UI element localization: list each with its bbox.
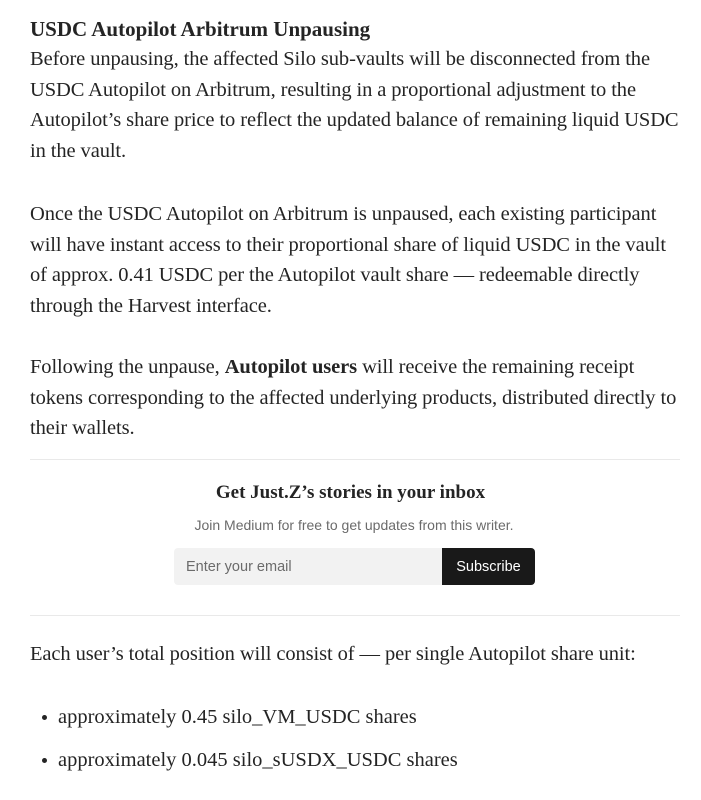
list-item [30, 745, 458, 788]
position-list [30, 702, 458, 788]
list-item-text: approximately 0.45 silo_VM_USDC shares [58, 706, 417, 728]
bullet-dot-icon [42, 758, 47, 763]
paragraph-rest-text: will receive the remaining receipt tokens corresponding to the affected underlying products, distributed directly to their wallets. [30, 356, 677, 439]
list-item [30, 702, 458, 745]
subscribe-title: Get Just.Z’s stories in your inbox [215, 482, 486, 503]
email-input[interactable] [174, 548, 442, 585]
paragraph-lead-text: Following the unpause, [30, 356, 225, 378]
list-item-text: approximately 0.045 silo_sUSDX_USDC shares [58, 749, 458, 771]
subscribe-button[interactable]: Subscribe [442, 548, 535, 585]
subscribe-divider-bottom [30, 615, 680, 616]
subscribe-divider-top [30, 459, 680, 460]
paragraph-disconnect-notice: Before unpausing, the affected Silo sub-vaults will be disconnected from the USDC Autopilot on Arbitrum, resulting in a proportional adjustment to the Autopilot’s share price to reflect the updated balance of remaining liquid USDC in the vault. [30, 48, 679, 162]
paragraph-receipt-tokens [30, 352, 682, 444]
subscribe-form [174, 548, 535, 585]
autopilot-users-emphasis: Autopilot users [224, 356, 358, 378]
bullet-dot-icon [42, 715, 47, 720]
paragraph-unpause-access: Once the USDC Autopilot on Arbitrum is unpaused, each existing participant will have instant access to their proportional share of liquid USDC in the vault of approx. 0.41 USDC per the Autopilot vault share — redeemable directly through the Harvest interface. [30, 203, 666, 317]
subscribe-caption: Join Medium for free to get updates from this writer. [194, 517, 514, 533]
paragraph-position-summary: Each user’s total position will consist of — per single Autopilot share unit: [30, 643, 636, 665]
section-heading: USDC Autopilot Arbitrum Unpausing [30, 17, 371, 41]
